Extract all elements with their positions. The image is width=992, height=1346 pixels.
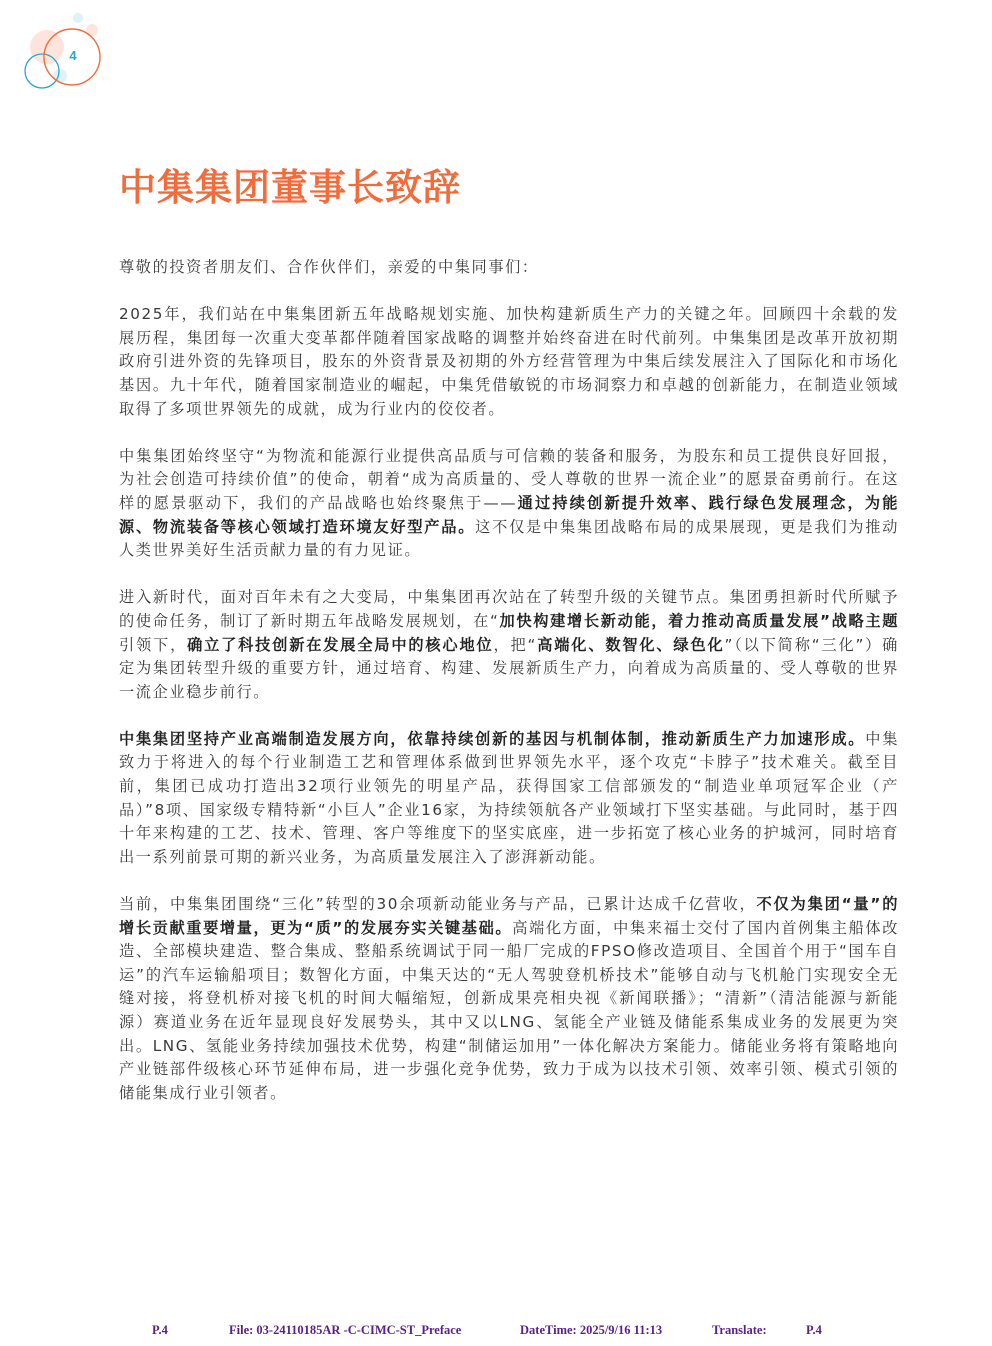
footer-page-right: P.4: [806, 1323, 822, 1337]
footer-file: File: 03-24110185AR -C-CIMC-ST_Preface: [229, 1323, 462, 1337]
paragraph-text: 这不仅是中集集团战略布局的成果展现，更是我们为推动人类世界美好生活贡献力量的有力见证。: [119, 517, 900, 560]
paragraph-text: 进入新时代，面对百年未有之大变局，中集集团再次站在了转型升级的关键节点。集团勇担新时代所赋予的使命任务，制订了新时期五年战略发展规划，在“: [119, 588, 899, 630]
footer-datetime: DateTime: 2025/9/16 11:13: [520, 1323, 663, 1337]
emphasis-text: 不仅为集团“量”的增长贡献重要增量，更为“质”的发展夯实关键基础。: [119, 895, 899, 937]
footer-translate: Translate:: [712, 1323, 767, 1337]
letter-paragraph: [119, 728, 899, 870]
paragraph-text: 2025年，我们站在中集集团新五年战略规划实施、加快构建新质生产力的关键之年。回顾四十余载的发展历程，集团每一次重大变革都伴随着国家战略的调整并始终奋进在时代前列。中集集团是改革开放初期政府引进外资的先锋项目，股东的外资背景及初期的外方经营管理为中集后续发展注入了国际化和市场化基因。九十年代，随着国家制造业的崛起，中集凭借敏锐的市场洞察力和卓越的创新能力，在制造业领域取得了多项世界领先的成就，成为行业内的佼佼者。: [119, 305, 899, 418]
paragraph-text: 引领下，: [119, 635, 188, 654]
paragraph-text: 中集致力于将进入的每个行业制造工艺和管理体系做到世界领先水平，逐个攻克“卡脖子”技术难关。截至目前，集团已成功打造出32项行业领先的明星产品，获得国家工信部颁发的“制造业单项冠军企业（产品）”8项、国家级专精特新“小巨人”企业16家，为持续领航各产业领域打下坚实基础。与此同时，基于四十年来构建的工艺、技术、管理、客户等维度下的坚实底座，进一步拓宽了核心业务的护城河，同时培育出一系列前景可期的新兴业务，为高质量发展注入了澎湃新动能。: [119, 729, 899, 866]
deco-dot-blue: [73, 13, 83, 23]
letter-paragraph: [119, 303, 899, 421]
letter-body: [119, 256, 899, 1129]
letter-paragraph: [119, 586, 899, 704]
page-title: 中集集团董事长致辞: [119, 166, 461, 209]
paragraph-text: 中集集团始终坚守“为物流和能源行业提供高品质与可信赖的装备和服务，为股东和员工提供良好回报，为社会创造可持续价值”的使命，朝着“成为高质量的、受人尊敬的世界一流企业”的愿景奋勇前行。在这样的愿景驱动下，我们的产品战略也始终聚焦于——: [119, 446, 899, 512]
emphasis-text: 确立了科技创新在发展全局中的核心地位: [187, 635, 494, 654]
letter-paragraphs: [119, 303, 899, 1105]
emphasis-text: 加快构建增长新动能，着力推动高质量发展”战略主题: [499, 611, 899, 630]
paragraph-text: ”（以下简称“三化”）确定为集团转型升级的重要方针，通过培育、构建、发展新质生产力，向着成为高质量的、受人尊敬的世界一流企业稳步前行。: [119, 635, 899, 701]
paragraph-text: 当前，中集集团围绕“三化”转型的30余项新动能业务与产品，已累计达成千亿营收，: [119, 895, 757, 914]
emphasis-text: 中集集团坚持产业高端制造发展方向，依靠持续创新的基因与机制体制，推动新质生产力加速形成。: [119, 729, 866, 748]
emphasis-text: 高端化、数智化、绿色化: [537, 635, 725, 654]
greeting: 尊敬的投资者朋友们、合作伙伴们，亲爱的中集同事们：: [119, 258, 539, 276]
page-number: 4: [69, 48, 77, 63]
print-footer: [0, 1323, 992, 1341]
letter-paragraph: [119, 893, 899, 1105]
emphasis-text: 通过持续创新提升效率、践行绿色发展理念，为能源、物流装备等核心领域打造环境友好型产品。: [119, 493, 899, 536]
paragraph-text: ，把“: [493, 635, 538, 654]
footer-page-left: P.4: [152, 1323, 168, 1337]
paragraph-text: 高端化方面，中集来福士交付了国内首例集主船体改造、全部模块建造、整合集成、整船系统调试于同一船厂完成的FPSO修改造项目、全国首个用于“国车自运”的汽车运输船项目；数智化方面，中集天达的“无人驾驶登机桥技术”能够自动与飞机舱门实现安全无缝对接，将登机桥对接飞机的时间大幅缩短，创新成果亮相央视《新闻联播》；“清新”（清洁能源与新能源）赛道业务在近年显现良好发展势头，其中又以LNG、氢能全产业链及储能系集成业务的发展更为突出。LNG、氢能业务持续加强技术优势，构建“制储运加用”一体化解决方案能力。储能业务将有策略地向产业链部件级核心环节延伸布局，进一步强化竞争优势，致力于成为以技术引领、效率引领、模式引领的储能集成行业引领者。: [119, 918, 899, 1102]
letter-paragraph: [119, 445, 899, 563]
